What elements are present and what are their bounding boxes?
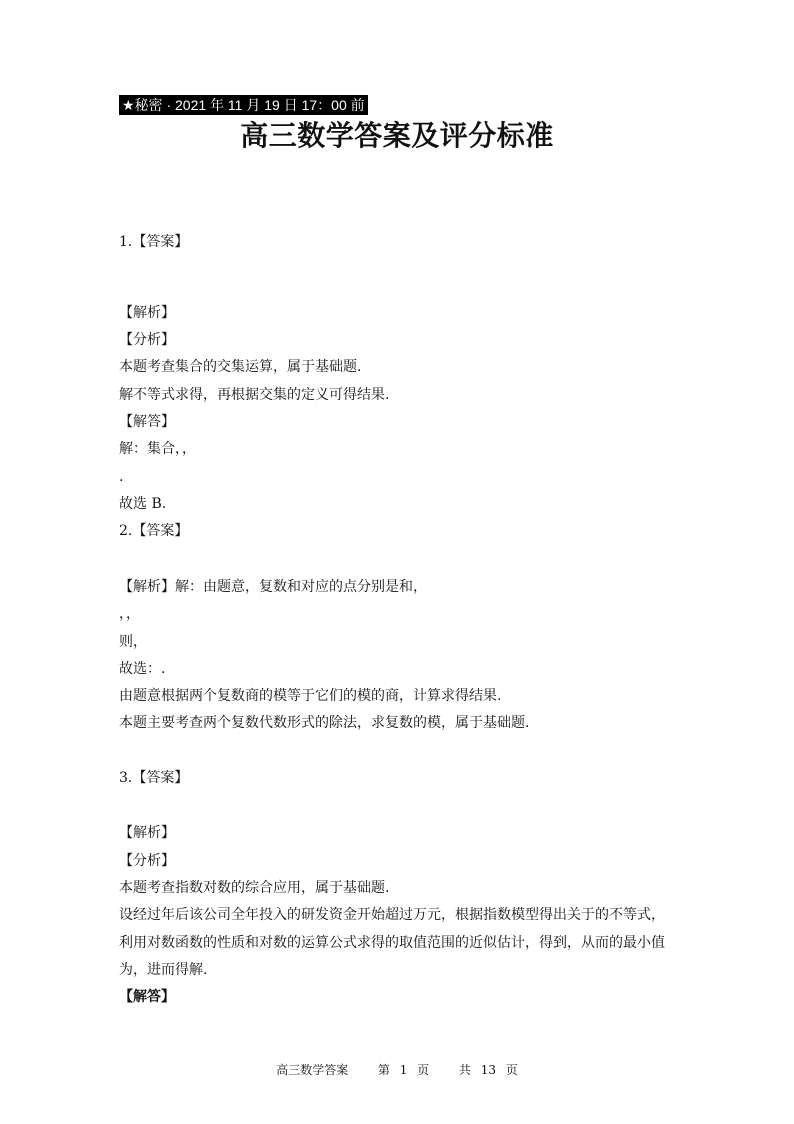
footer-page-number: 1 <box>399 1063 408 1077</box>
text-line: 为，进而得解. <box>119 962 208 978</box>
text-line: 由题意根据两个复数商的模等于它们的模的商，计算求得结果. <box>119 688 502 704</box>
text-line: 设经过年后该公司全年投入的研发资金开始超过万元，根据指数模型得出关于的不等式， <box>119 907 665 923</box>
page-footer <box>0 1061 794 1079</box>
text-line: 本题考查集合的交集运算，属于基础题. <box>119 359 362 375</box>
footer-total-prefix: 共 <box>458 1063 471 1077</box>
text-line: 解不等式求得，再根据交集的定义可得结果. <box>119 387 390 403</box>
subanalysis-heading-3: 【分析】 <box>119 853 175 869</box>
text-line: 本题考查指数对数的综合应用，属于基础题. <box>119 880 390 896</box>
confidential-label: ★秘密 · 2021 年 11 月 19 日 17：00 前 <box>119 95 368 115</box>
subanalysis-heading-1: 【分析】 <box>119 332 175 348</box>
analysis-heading-1: 【解析】 <box>119 305 175 321</box>
text-line: ，， <box>119 606 140 622</box>
footer-doc-name: 高三数学答案 <box>276 1063 349 1077</box>
answer-heading-2: 2.【答案】 <box>119 523 189 539</box>
page-title: 高三数学答案及评分标准 <box>240 119 554 152</box>
text-line: 故选 B. <box>119 496 167 512</box>
analysis-heading-3: 【解析】 <box>119 825 175 841</box>
solution-heading-3: 【解答】 <box>119 989 175 1005</box>
answer-heading-1: 1.【答案】 <box>119 234 189 250</box>
footer-total-pages: 13 <box>480 1063 496 1077</box>
text-line: 故选：. <box>119 661 166 677</box>
text-line: . <box>119 469 124 485</box>
solution-heading-1: 【解答】 <box>119 414 175 430</box>
text-line: 解：集合，， <box>119 441 196 457</box>
footer-total-suffix: 页 <box>505 1063 518 1077</box>
analysis-line-2: 【解析】解：由题意，复数和对应的点分别是和， <box>119 579 427 595</box>
text-line: 则， <box>119 634 147 650</box>
answer-heading-3: 3.【答案】 <box>119 770 189 786</box>
footer-page-suffix: 页 <box>417 1063 430 1077</box>
footer-page-prefix: 第 <box>377 1063 390 1077</box>
text-line: 本题主要考查两个复数代数形式的除法，求复数的模，属于基础题. <box>119 715 530 731</box>
text-line: 利用对数函数的性质和对数的运算公式求得的取值范围的近似估计，得到，从而的最小值 <box>119 935 665 951</box>
